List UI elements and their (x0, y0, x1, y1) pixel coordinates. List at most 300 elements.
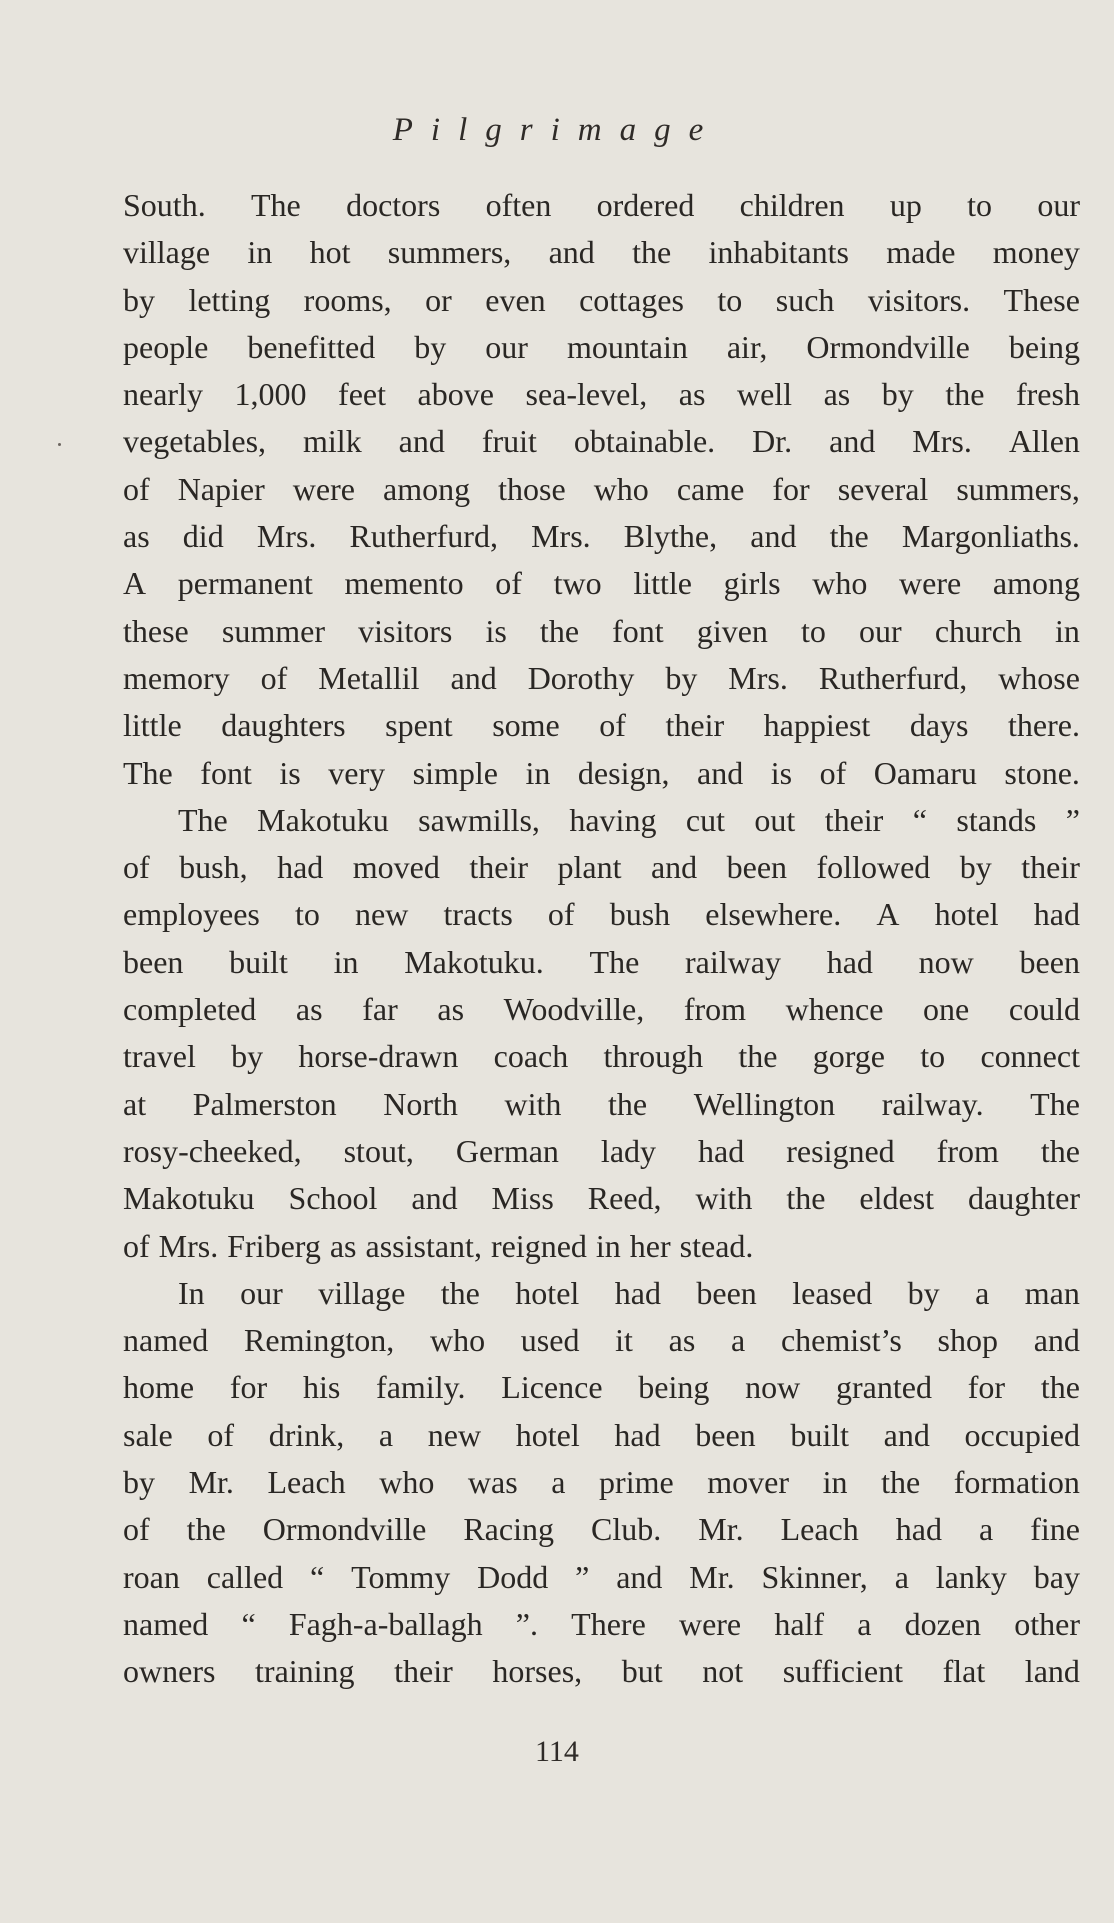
word: the (786, 1180, 826, 1217)
word: home (123, 1369, 195, 1406)
word: up (889, 187, 922, 223)
word: reigned (490, 1227, 587, 1264)
word: fresh (1015, 376, 1080, 413)
word: lady (600, 1132, 657, 1169)
word: formation (953, 1464, 1080, 1501)
word: named (123, 1605, 209, 1642)
text-line (123, 513, 1080, 560)
word: sufficient (782, 1653, 903, 1690)
word: in (822, 1464, 848, 1501)
text-line (123, 797, 1080, 844)
word: air, (726, 328, 768, 365)
word: simple (412, 754, 498, 791)
word: could (1008, 991, 1080, 1028)
word: font (200, 754, 252, 791)
word: who (429, 1322, 486, 1359)
word: Miss (491, 1180, 554, 1217)
word: memento (344, 565, 464, 602)
word: the (738, 1038, 778, 1075)
word: Ormondville (806, 328, 970, 365)
word: and (411, 1180, 458, 1217)
word: stead. (679, 1227, 754, 1264)
word: of (123, 849, 150, 886)
word: by (959, 849, 992, 886)
word: called (206, 1558, 284, 1595)
running-head: Pilgrimage (392, 112, 722, 148)
word: one (923, 991, 970, 1028)
margin-mark (58, 443, 61, 446)
word: to (920, 1038, 946, 1075)
word: of (547, 896, 575, 933)
word: of (495, 565, 522, 602)
word: eldest (859, 1180, 935, 1217)
word: Mr. (698, 1511, 744, 1548)
word: it (615, 1322, 633, 1359)
word: railway (685, 943, 781, 980)
word: mover (707, 1464, 790, 1501)
text-line (123, 1601, 1080, 1648)
word: memory (123, 659, 230, 696)
word: their (469, 849, 528, 886)
word: ” (1065, 801, 1080, 838)
word: was (467, 1464, 518, 1501)
word: and (696, 754, 744, 791)
word: employees (123, 896, 260, 933)
word: by (414, 328, 447, 365)
word: far (362, 991, 398, 1028)
word: bay (1033, 1558, 1080, 1595)
text-line (123, 229, 1080, 276)
text-line (123, 324, 1080, 371)
word: the (1040, 1132, 1080, 1169)
word: people (123, 328, 209, 365)
word: Oamaru (873, 754, 977, 791)
word: resigned (786, 1132, 895, 1169)
word: for (967, 1369, 1006, 1406)
word: did (182, 518, 224, 555)
word: days (909, 707, 969, 744)
word: a (975, 1274, 990, 1311)
word: and (398, 423, 445, 460)
word: the (440, 1274, 480, 1311)
word: Mrs. (728, 659, 788, 696)
word: granted (836, 1369, 932, 1406)
word: been (123, 943, 184, 980)
word: drink, (268, 1416, 345, 1453)
word: with (695, 1180, 753, 1217)
word: summers, (956, 470, 1080, 507)
word: School (288, 1180, 378, 1217)
word: built (229, 943, 288, 980)
word: by (231, 1038, 264, 1075)
word: very (328, 754, 386, 791)
text-line (123, 1364, 1080, 1411)
word: Skinner, (761, 1558, 868, 1595)
word: had (614, 1416, 661, 1453)
word: children (739, 187, 845, 223)
word: made (886, 234, 956, 271)
word: given (696, 612, 768, 649)
text-line (123, 418, 1080, 465)
word: daughters (221, 707, 346, 744)
word: hotel (934, 896, 999, 933)
word: and (829, 423, 876, 460)
word: the (608, 1085, 648, 1122)
word: several (837, 470, 929, 507)
word: Leach (780, 1511, 859, 1548)
word: their (394, 1653, 453, 1690)
word: from (936, 1132, 999, 1169)
word: named (123, 1322, 209, 1359)
word: his (302, 1369, 341, 1406)
word: In (178, 1274, 205, 1311)
word: leased (792, 1274, 873, 1311)
word: Allen (1008, 423, 1080, 460)
word: coach (493, 1038, 569, 1075)
word: had (698, 1132, 745, 1169)
text-line (123, 891, 1080, 938)
word: had (895, 1511, 942, 1548)
text-line (123, 1459, 1080, 1506)
word: There (571, 1605, 646, 1642)
word: owners (123, 1653, 216, 1690)
word: our (1037, 187, 1080, 223)
word: gorge (812, 1038, 885, 1075)
word: Metallil (318, 659, 420, 696)
word: new (427, 1416, 482, 1453)
word: chemist’s (780, 1322, 902, 1359)
word: elsewhere. (705, 896, 842, 933)
word: the (632, 234, 672, 271)
word: now (745, 1369, 801, 1406)
text-line (123, 1128, 1080, 1175)
word: The (178, 801, 228, 838)
word: the (829, 518, 869, 555)
text-line (123, 277, 1080, 324)
word: completed (123, 991, 257, 1028)
word: assistant, (365, 1227, 482, 1264)
word: used (520, 1322, 580, 1359)
word: Remington, (244, 1322, 395, 1359)
word: a (378, 1416, 394, 1453)
word: being (1008, 328, 1080, 365)
word: not (702, 1653, 744, 1690)
word: and (616, 1558, 663, 1595)
word: were (292, 470, 355, 507)
word: moved (352, 849, 440, 886)
word: horses, (492, 1653, 583, 1690)
word: visitors. (867, 281, 971, 318)
word: our (485, 328, 528, 365)
word: horse-drawn (298, 1038, 459, 1075)
word: in (333, 943, 359, 980)
word: village (123, 234, 211, 271)
word: Mrs. (158, 1227, 219, 1264)
word: stone. (1004, 754, 1080, 791)
word: and (650, 849, 698, 886)
word: “ (912, 801, 927, 838)
word: whence (785, 991, 884, 1028)
word: our (859, 612, 902, 649)
word: or (425, 281, 452, 318)
word: were (899, 565, 962, 602)
word: well (736, 376, 793, 413)
word: followed (816, 849, 931, 886)
word: Dodd (477, 1558, 549, 1595)
word: half (774, 1605, 825, 1642)
text-line (123, 608, 1080, 655)
word: but (621, 1653, 663, 1690)
word: Makotuku. (404, 943, 544, 980)
word: now (918, 943, 974, 980)
word: been (695, 1416, 756, 1453)
word: been (1019, 943, 1080, 980)
word: by (123, 1464, 155, 1501)
text-line (123, 702, 1080, 749)
word: stands (956, 801, 1037, 838)
word: prime (599, 1464, 674, 1501)
word: were (678, 1605, 742, 1642)
word: Wellington (693, 1085, 836, 1122)
word: “ (310, 1558, 325, 1595)
word: as (668, 1322, 696, 1359)
word: of (599, 707, 626, 744)
word: Rutherfurd, (818, 659, 968, 696)
word: spent (385, 707, 453, 744)
word: Woodville, (503, 991, 645, 1028)
word: Mrs. (912, 423, 972, 460)
word: fine (1030, 1511, 1080, 1548)
word: had (1033, 896, 1080, 933)
word: came (676, 470, 745, 507)
word: bush, (179, 849, 248, 886)
word: Leach (267, 1464, 346, 1501)
word: little (633, 565, 692, 602)
word: village (318, 1274, 406, 1311)
word: bush (609, 896, 671, 933)
word: and (750, 518, 797, 555)
text-line (123, 1506, 1080, 1553)
word: among (992, 565, 1080, 602)
word: training (255, 1653, 355, 1690)
word: obtainable. (573, 423, 716, 460)
word: money (992, 234, 1080, 271)
word: as (823, 376, 851, 413)
word: feet (338, 376, 386, 413)
text-line (123, 1175, 1080, 1222)
word: some (492, 707, 560, 744)
word: Tommy (351, 1558, 451, 1595)
word: girls (723, 565, 781, 602)
word: Fagh-a-ballagh (288, 1605, 483, 1642)
word: “ (241, 1605, 256, 1642)
word: rooms, (303, 281, 392, 318)
word: a (731, 1322, 746, 1359)
word: German (455, 1132, 559, 1169)
word: the (186, 1511, 226, 1548)
word: there. (1008, 707, 1080, 744)
word: these (123, 612, 189, 649)
word: little (123, 707, 182, 744)
word: Dorothy (527, 659, 635, 696)
word: sale (123, 1416, 173, 1453)
word: of (123, 470, 150, 507)
word: shop (937, 1322, 998, 1359)
word: ordered (596, 187, 695, 223)
word: in (247, 234, 273, 271)
word: Ormondville (262, 1511, 427, 1548)
word: for (229, 1369, 268, 1406)
word: Napier (177, 470, 265, 507)
word: permanent (177, 565, 313, 602)
word: 1,000 (234, 376, 307, 413)
word: Makotuku (123, 1180, 255, 1217)
text-line (123, 986, 1080, 1033)
word: The (123, 754, 173, 791)
word: their (1021, 849, 1080, 886)
word: to (294, 896, 320, 933)
word: sea-level, (525, 376, 648, 413)
text-line (123, 560, 1080, 607)
text-line (123, 1648, 1080, 1695)
word: fruit (481, 423, 537, 460)
word: to (717, 281, 743, 318)
word: summer (221, 612, 325, 649)
word: the (539, 612, 580, 649)
word: of (819, 754, 847, 791)
word: is (770, 754, 793, 791)
word: had (614, 1274, 661, 1311)
word: two (553, 565, 602, 602)
text-line (123, 1412, 1080, 1459)
word: ” (575, 1558, 590, 1595)
word: hot (309, 234, 351, 271)
word: Mrs. (531, 518, 591, 555)
word: having (569, 801, 657, 838)
word: in (595, 1227, 621, 1264)
text-line (123, 1554, 1080, 1601)
word: is (485, 612, 507, 649)
word: Blythe, (623, 518, 718, 555)
word: by (907, 1274, 940, 1311)
text-line (123, 655, 1080, 702)
word: who (593, 470, 649, 507)
word: vegetables, (123, 423, 267, 460)
word: to (967, 187, 993, 223)
word: Reed, (587, 1180, 662, 1217)
word: mountain (566, 328, 688, 365)
word: among (382, 470, 471, 507)
word: out (754, 801, 796, 838)
word: as (295, 991, 323, 1028)
word: church (934, 612, 1022, 649)
word: the (945, 376, 985, 413)
word: by (123, 281, 155, 318)
word: Club. (590, 1511, 662, 1548)
word: lanky (935, 1558, 1007, 1595)
word: built (790, 1416, 849, 1453)
word: inhabitants (708, 234, 849, 271)
text-line (123, 371, 1080, 418)
word: happiest (763, 707, 871, 744)
word: in (525, 754, 551, 791)
word: connect (980, 1038, 1080, 1075)
word: to (801, 612, 826, 649)
word: family. (376, 1369, 466, 1406)
word: as (678, 376, 706, 413)
word: benefitted (247, 328, 376, 365)
word: as (437, 991, 465, 1028)
word: cut (685, 801, 725, 838)
word: often (485, 187, 552, 223)
word: hotel (515, 1416, 580, 1453)
word: as (123, 518, 150, 555)
word: Racing (463, 1511, 554, 1548)
text-line (123, 1270, 1080, 1317)
word: with (504, 1085, 562, 1122)
word: sawmills, (418, 801, 540, 838)
text-line (123, 939, 1080, 986)
word: other (1014, 1605, 1080, 1642)
word: our (240, 1274, 283, 1311)
word: a (978, 1511, 994, 1548)
word: roan (123, 1558, 180, 1595)
word: A (123, 565, 147, 602)
word: from (683, 991, 747, 1028)
text-line (123, 1081, 1080, 1128)
word: of (260, 659, 288, 696)
word: above (417, 376, 494, 413)
word: tracts (443, 896, 513, 933)
word: a (551, 1464, 566, 1501)
word: letting (188, 281, 271, 318)
body-text (123, 182, 1080, 1696)
word: and (1033, 1322, 1080, 1359)
word: cottages (579, 281, 684, 318)
word: Mrs. (256, 518, 317, 555)
word: dozen (904, 1605, 982, 1642)
word: North (383, 1085, 458, 1122)
text-line (123, 750, 1080, 797)
word: been (696, 1274, 757, 1311)
word: doctors (346, 187, 441, 223)
word: plant (557, 849, 622, 886)
word: Mr. (689, 1558, 735, 1595)
text-line (123, 466, 1080, 513)
word: by (881, 376, 914, 413)
word: railway. (881, 1085, 984, 1122)
word: such (775, 281, 835, 318)
word: stout, (343, 1132, 414, 1169)
word: new (355, 896, 409, 933)
word: Rutherfurd, (349, 518, 498, 555)
word: The (251, 187, 301, 223)
word: who (379, 1464, 435, 1501)
word: had (277, 849, 324, 886)
word: is (279, 754, 301, 791)
word: summers, (387, 234, 512, 271)
text-line (123, 1317, 1080, 1364)
word: These (1003, 281, 1080, 318)
word: her (629, 1227, 671, 1264)
word: rosy-cheeked, (123, 1132, 302, 1169)
word: South. (123, 187, 206, 223)
word: through (603, 1038, 704, 1075)
word: man (1024, 1274, 1080, 1311)
word: for (772, 470, 810, 507)
word: and (548, 234, 595, 271)
word: and (450, 659, 497, 696)
